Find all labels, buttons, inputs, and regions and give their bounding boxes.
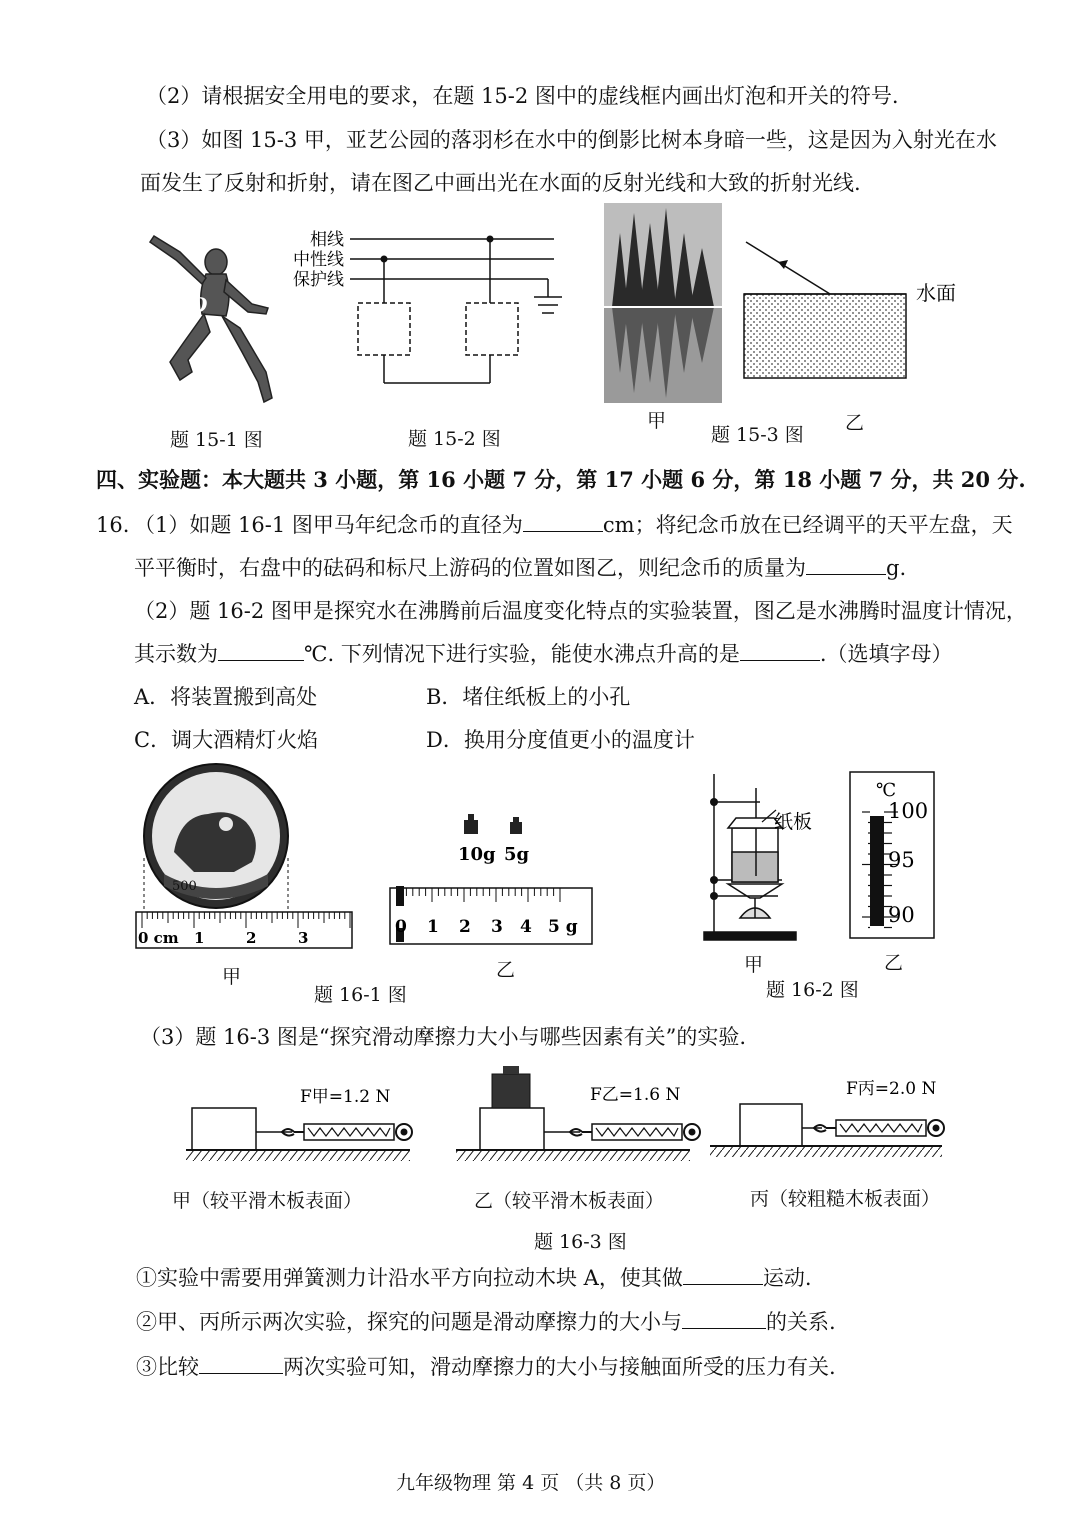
q15-part3-line2: 面发生了反射和折射，请在图乙中画出光在水面的反射光线和大致的折射光线. [140,171,861,195]
figure-16-2-apparatus [700,768,830,948]
scale-label-5: 5 g [548,917,578,937]
force-bing: F丙=2.0 N [846,1079,937,1099]
thermometer-unit: ℃ [876,780,897,801]
option-b: B．堵住纸板上的小孔 [426,685,631,709]
option-a: A．将装置搬到高处 [134,685,318,709]
ruler-label-3: 3 [298,929,309,947]
wire-live-label: 相线 [310,230,344,250]
figure-16-2-caption: 题 16-2 图 [766,979,859,1001]
answer-blank-motion[interactable] [683,1266,763,1285]
weight-5g: 5g [504,844,530,865]
scale-label-1: 1 [427,917,439,937]
q16-number: 16. [96,513,130,537]
wire-ground-label: 保护线 [293,270,344,290]
figure-16-3-caption: 题 16-3 图 [534,1231,627,1253]
figure-16-2-thermometer [848,770,936,942]
answer-blank-mass[interactable] [806,556,886,575]
q16-part2-line2: 其示数为 ℃. 下列情况下进行实验，能使水沸点升高的是 .（选填字母） [134,642,953,666]
ruler-label-2: 2 [246,929,257,947]
q16-part3: （3）题 16-3 图是“探究滑动摩擦力大小与哪些因素有关”的实验. [140,1025,747,1049]
figure-15-2-caption: 题 15-2 图 [408,428,501,450]
figure-15-3-trees-photo [604,203,722,403]
weight-10g: 10g [458,844,496,865]
rider-marker [396,886,404,906]
figure-15-3-water-diagram [740,236,970,386]
q16-part1-line2: 平平衡时，右盘中的砝码和标尺上游码的位置如图乙，则纪念币的质量为 g. [134,556,907,580]
figure-16-3-bing-caption: 丙（较粗糙木板表面） [750,1188,941,1210]
figure-15-1-dancer [140,222,290,412]
figure-16-3-friction [170,1060,960,1170]
figure-16-3-jia-caption: 甲（较平滑木板表面） [172,1190,363,1212]
page-footer: 九年级物理 第 4 页 （共 8 页） [396,1472,666,1494]
q16-sub2: ②甲、丙所示两次实验，探究的问题是滑动摩擦力的大小与 的关系. [136,1310,836,1334]
ruler-label-1: 1 [194,929,205,947]
coin-value: 500 [172,879,197,894]
scale-label-3: 3 [491,917,503,937]
figure-16-3-yi-caption: 乙（较平滑木板表面） [474,1190,665,1212]
wire-neutral-label: 中性线 [293,250,344,270]
scale-label-4: 4 [520,917,532,937]
mercury-column [870,816,884,926]
ruler-label-0: 0 cm [138,929,179,947]
therm-label-90: 90 [888,903,915,927]
water-surface-label: 水面 [916,281,956,305]
scale-label-2: 2 [459,917,471,937]
therm-label-95: 95 [888,848,915,872]
figure-15-3-jia-label: 甲 [647,410,667,432]
force-jia: F甲=1.2 N [300,1087,391,1107]
figure-15-3-caption: 题 15-3 图 [711,424,804,446]
figure-16-1-weights-scale [386,808,596,953]
figure-15-3-yi-label: 乙 [845,412,865,434]
q16-sub1: ①实验中需要用弹簧测力计沿水平方向拉动木块 A，使其做 运动. [136,1266,812,1290]
pivot-o-label: O [190,293,208,317]
therm-label-100: 100 [888,799,929,823]
answer-blank-compare[interactable] [199,1355,283,1374]
answer-blank-boiling-option[interactable] [740,642,820,661]
q16-part2-line1: （2）题 16-2 图甲是探究水在沸腾前后温度变化特点的实验装置，图乙是水沸腾时温度计情况， [134,599,1027,623]
figure-16-1-yi-label: 乙 [496,959,516,981]
section-4-heading: 四、实验题：本大题共 3 小题，第 16 小题 7 分，第 17 小题 6 分，第 18 小题 7 分，共 20 分. [96,467,1026,492]
figure-16-1-coin-ruler [134,762,356,958]
figure-16-2-yi-label: 乙 [884,952,904,974]
cardboard-label: 纸板 [774,811,813,833]
answer-blank-diameter[interactable] [523,513,603,532]
figure-16-1-jia-label: 甲 [222,966,242,988]
answer-blank-temperature[interactable] [218,642,304,661]
q16-part1-line1: （1）如题 16-1 图甲马年纪念币的直径为 cm；将纪念币放在已经调平的天平左盘，天 [134,513,1013,537]
scale-label-0: 0 [395,917,407,937]
q15-part2: （2）请根据安全用电的要求，在题 15-2 图中的虚线框内画出灯泡和开关的符号. [146,84,899,108]
force-yi: F乙=1.6 N [590,1085,681,1105]
q16-sub3: ③比较 两次实验可知，滑动摩擦力的大小与接触面所受的压力有关. [136,1355,836,1379]
q15-part3-line1: （3）如图 15-3 甲，亚艺公园的落羽杉在水中的倒影比树本身暗一些，这是因为入射光在水 [146,128,997,152]
figure-16-2-jia-label: 甲 [744,954,764,976]
option-d: D．换用分度值更小的温度计 [426,728,695,752]
figure-15-1-caption: 题 15-1 图 [170,429,263,451]
answer-blank-factor[interactable] [682,1310,766,1329]
figure-16-1-caption: 题 16-1 图 [314,984,407,1006]
figure-15-2-circuit [290,225,580,395]
option-c: C．调大酒精灯火焰 [134,728,319,752]
